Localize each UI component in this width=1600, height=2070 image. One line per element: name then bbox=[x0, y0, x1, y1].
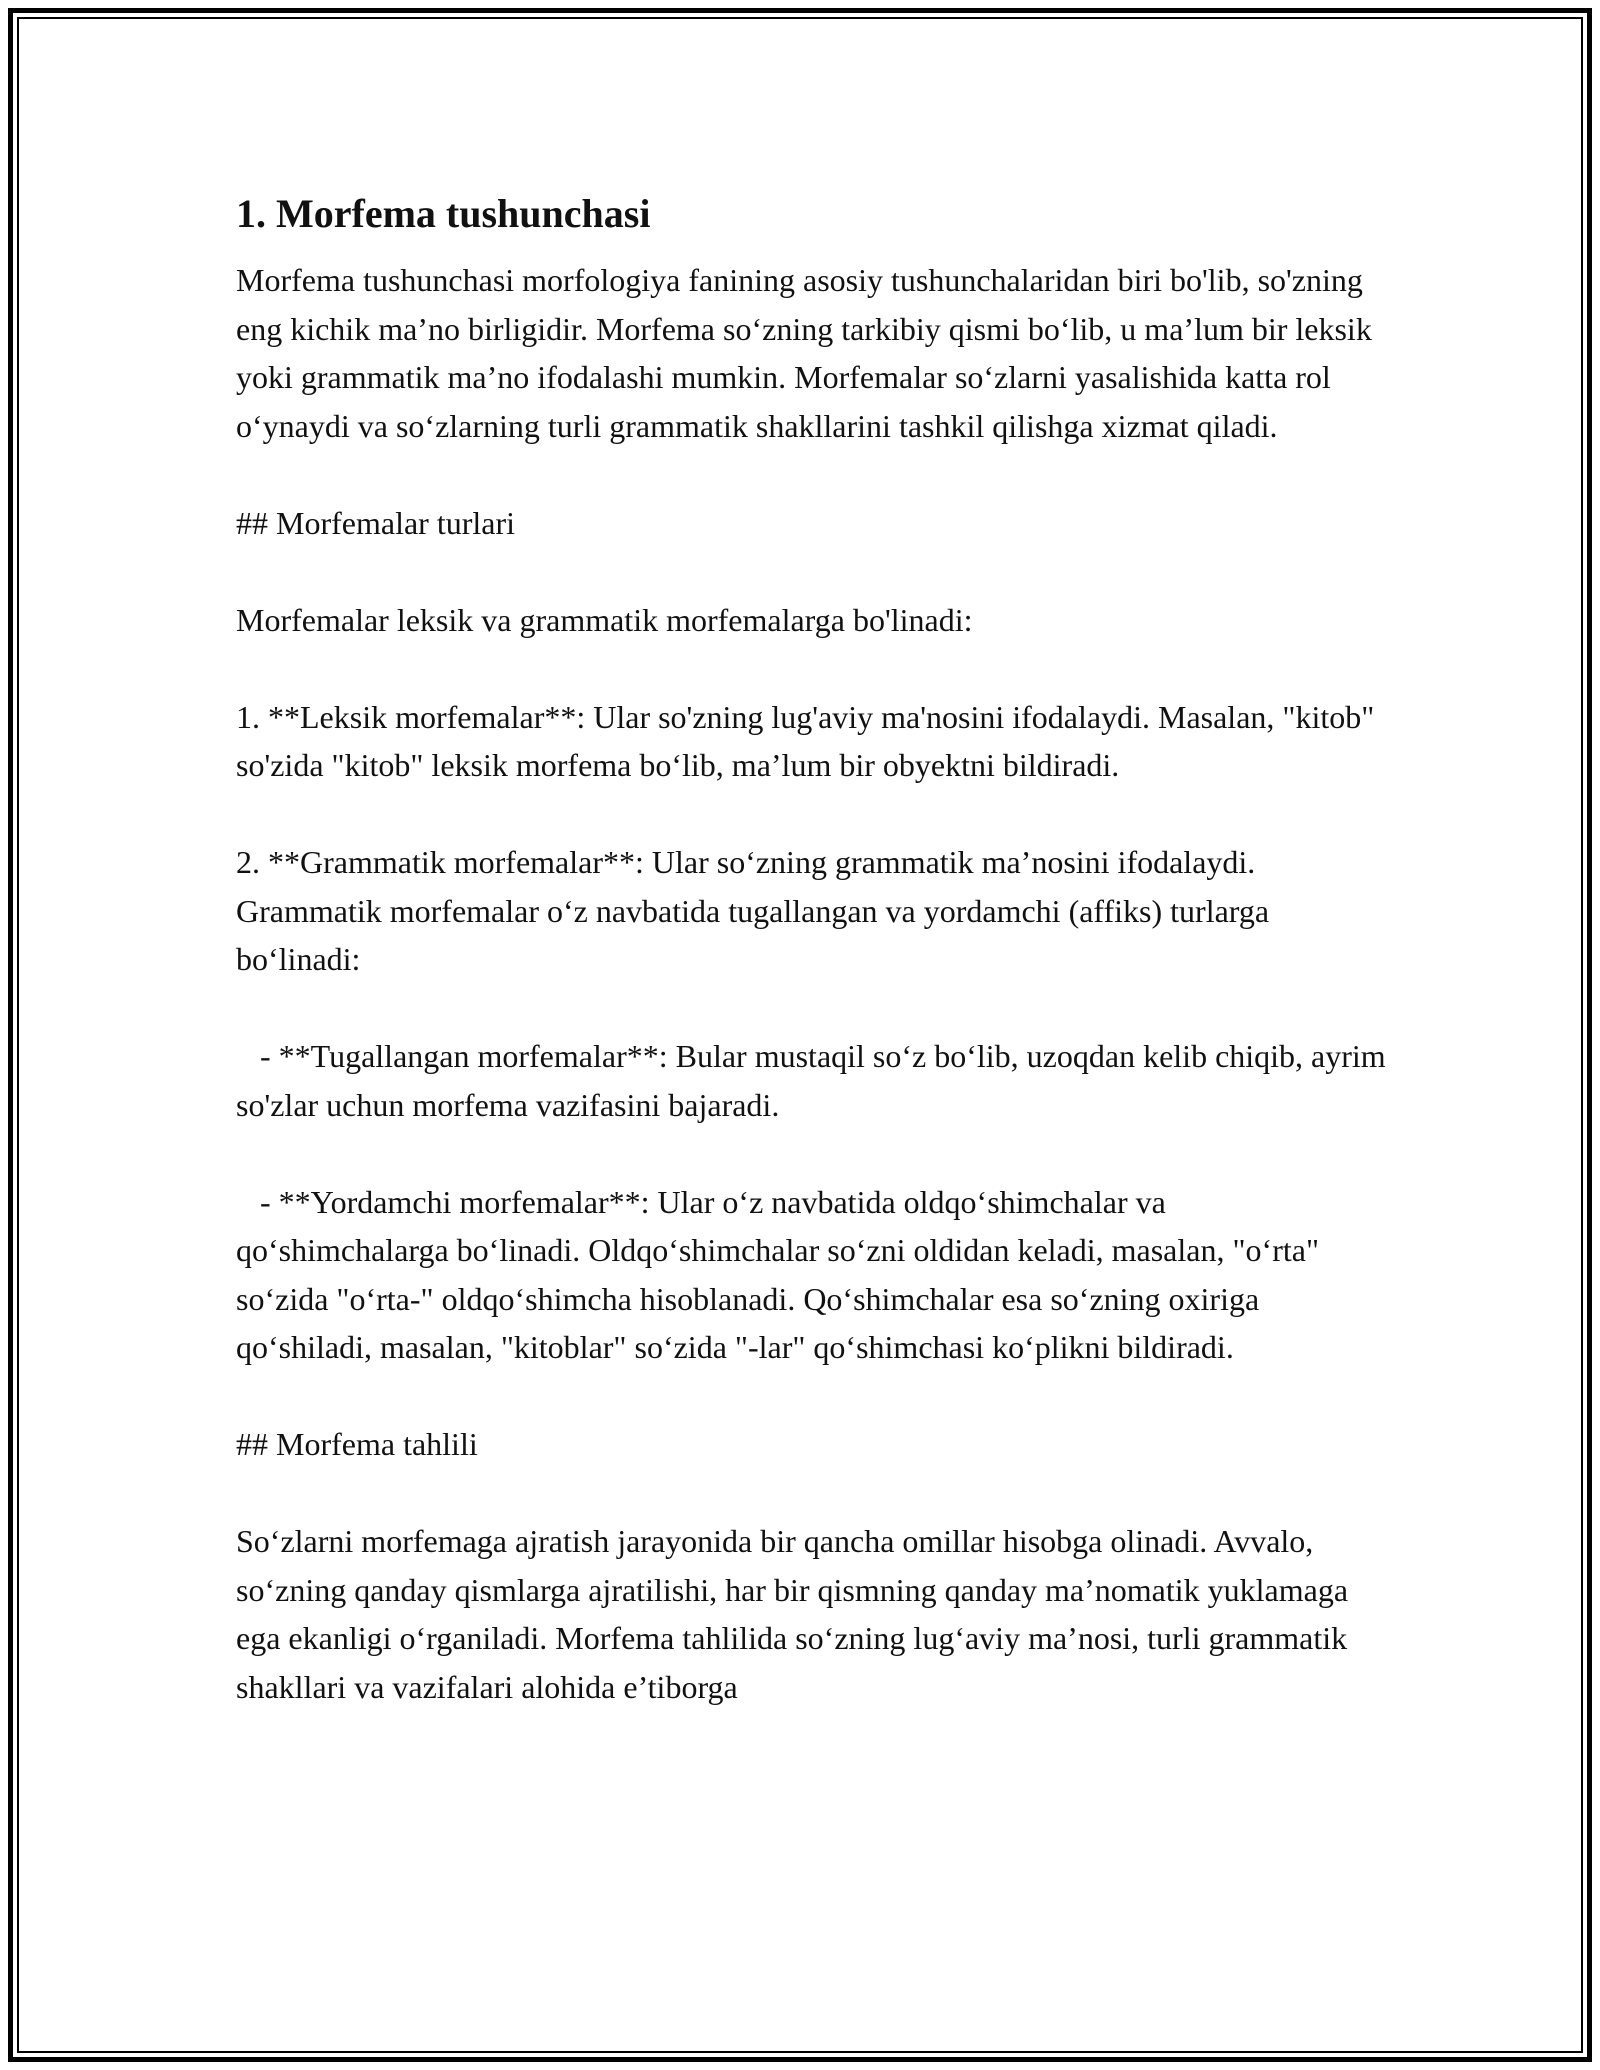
document-body bbox=[236, 186, 1394, 1760]
types-intro-paragraph: Morfemalar leksik va grammatik morfemalarga bo'linadi: bbox=[236, 601, 973, 638]
sublist-item-tugallangan: - **Tugallangan morfemalar**: Bular mustaqil so‘z bo‘lib, uzoqdan kelib chiqib, ayrim so'zlar uchun morfema vazifasini bajaradi. bbox=[236, 1038, 1394, 1123]
section-title: 1. Morfema tushunchasi bbox=[236, 191, 651, 236]
list-item-grammatik: 2. **Grammatik morfemalar**: Ular so‘zning grammatik ma’nosini ifodalaydi. Grammatik morfemalar o‘z navbatida tugallangan va yordamchi (affiks) turlarga bo‘linadi: bbox=[236, 844, 1278, 977]
analysis-paragraph: So‘zlarni morfemaga ajratish jarayonida bir qancha omillar hisobga olinadi. Avvalo, so‘zning qanday qismlarga ajratilishi, har bir qismning qanday ma’nomatik yuklamaga ega ekanligi o‘rganiladi. Morfema tahlilida so‘zning lug‘aviy ma’nosi, turli grammatik shakllari va vazifalari alohida e’tiborga bbox=[236, 1523, 1357, 1705]
list-item-leksik: 1. **Leksik morfemalar**: Ular so'zning lug'aviy ma'nosini ifodalaydi. Masalan, "kitob" so'zida "kitob" leksik morfema bo‘lib, ma’lum bir obyektni bildiradi. bbox=[236, 698, 1383, 783]
intro-paragraph: Morfema tushunchasi morfologiya fanining asosiy tushunchalaridan biri bo'lib, so'zning eng kichik ma’no birligidir. Morfema so‘zning tarkibiy qismi bo‘lib, u ma’lum bir leksik yoki grammatik ma’no ifodalashi mumkin. Morfemalar so‘zlarni yasalishida katta rol o‘ynaydi va so‘zlarning turli grammatik shakllarini tashkil qilishga xizmat qiladi. bbox=[236, 262, 1380, 444]
sublist-item-yordamchi: - **Yordamchi morfemalar**: Ular o‘z navbatida oldqo‘shimchalar va qo‘shimchalarga bo‘linadi. Oldqo‘shimchalar so‘zni oldidan keladi, masalan, "o‘rta" so‘zida "o‘rta-" oldqo‘shimcha hisoblanadi. Qo‘shimchalar esa so‘zning oxiriga qo‘shiladi, masalan, "kitoblar" so‘zida "-lar" qo‘shimchasi ko‘plikni bildiradi. bbox=[236, 1183, 1327, 1365]
subheading-morfemalar-turlari: ## Morfemalar turlari bbox=[236, 504, 515, 541]
subheading-morfema-tahlili: ## Morfema tahlili bbox=[236, 1426, 478, 1462]
